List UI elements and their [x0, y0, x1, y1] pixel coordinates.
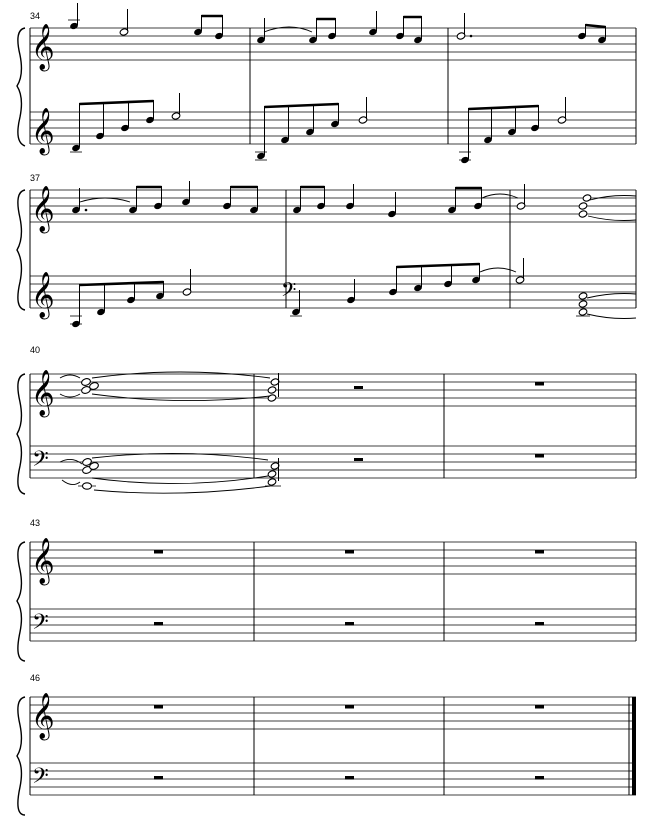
whole-rest — [154, 705, 163, 709]
measure-40-bass — [60, 453, 270, 493]
treble-clef-icon: 𝄞 — [31, 370, 55, 416]
bass-staff — [30, 446, 636, 478]
system-1 — [17, 3, 636, 164]
measure-40-treble — [60, 372, 270, 401]
bass-staff — [30, 112, 636, 144]
measure-37-treble — [71, 181, 259, 214]
bass-clef-icon: 𝄢 — [32, 764, 49, 794]
final-barline-thick — [632, 697, 636, 795]
measure-number-46: 46 — [30, 673, 41, 683]
measure-37-bass — [70, 269, 192, 328]
bass-clef-icon: 𝄢 — [281, 278, 297, 306]
whole-rest — [345, 705, 354, 709]
system-brace — [17, 697, 25, 815]
treble-clef-icon: 𝄞 — [31, 538, 55, 584]
bass-clef-icon: 𝄢 — [32, 610, 49, 640]
system-2 — [17, 173, 636, 328]
measure-36-treble — [456, 13, 607, 44]
bass-staff — [30, 763, 636, 795]
measure-35-treble — [256, 11, 423, 44]
measure-number-34: 34 — [30, 11, 41, 21]
measure-38-treble — [292, 184, 518, 218]
measure-36-bass — [459, 97, 567, 164]
treble-staff — [30, 542, 636, 574]
whole-rest — [154, 622, 163, 626]
measure-34-bass — [70, 93, 181, 152]
system-brace — [17, 542, 25, 661]
whole-rest — [154, 776, 163, 780]
system-4 — [17, 518, 636, 661]
measure-42-treble — [535, 382, 544, 386]
treble-staff — [30, 697, 636, 729]
measure-34-treble — [68, 3, 224, 40]
whole-rest — [154, 550, 163, 554]
treble-clef-icon: 𝄞 — [31, 186, 55, 232]
measure-35-bass — [255, 97, 368, 160]
measure-39-treble — [516, 184, 636, 221]
system-3 — [17, 345, 636, 494]
whole-rest — [535, 705, 544, 709]
half-rest — [354, 386, 363, 389]
measure-42-bass — [535, 454, 544, 458]
whole-rest — [345, 776, 354, 780]
whole-rest — [535, 382, 544, 386]
bass-clef-icon: 𝄢 — [32, 447, 49, 477]
whole-rest — [535, 622, 544, 626]
treble-clef-icon: 𝄞 — [31, 108, 55, 154]
measure-number-37: 37 — [30, 173, 41, 183]
whole-rest — [345, 622, 354, 626]
half-rest — [354, 458, 363, 461]
system-brace — [17, 28, 25, 146]
treble-clef-icon: 𝄞 — [31, 693, 55, 739]
measure-39-bass — [515, 258, 636, 319]
whole-rest — [535, 776, 544, 780]
treble-staff — [30, 374, 636, 406]
whole-rest — [535, 454, 544, 458]
bass-staff — [30, 609, 636, 641]
measure-number-40: 40 — [30, 345, 41, 355]
system-brace — [17, 374, 25, 494]
measure-number-43: 43 — [30, 518, 41, 528]
bass-staff — [30, 276, 636, 308]
whole-rest — [535, 550, 544, 554]
treble-clef-icon: 𝄞 — [31, 272, 55, 318]
system-brace — [17, 190, 25, 310]
treble-staff — [30, 190, 636, 222]
whole-rest — [345, 550, 354, 554]
treble-clef-icon: 𝄞 — [31, 24, 55, 70]
system-5 — [17, 673, 636, 815]
